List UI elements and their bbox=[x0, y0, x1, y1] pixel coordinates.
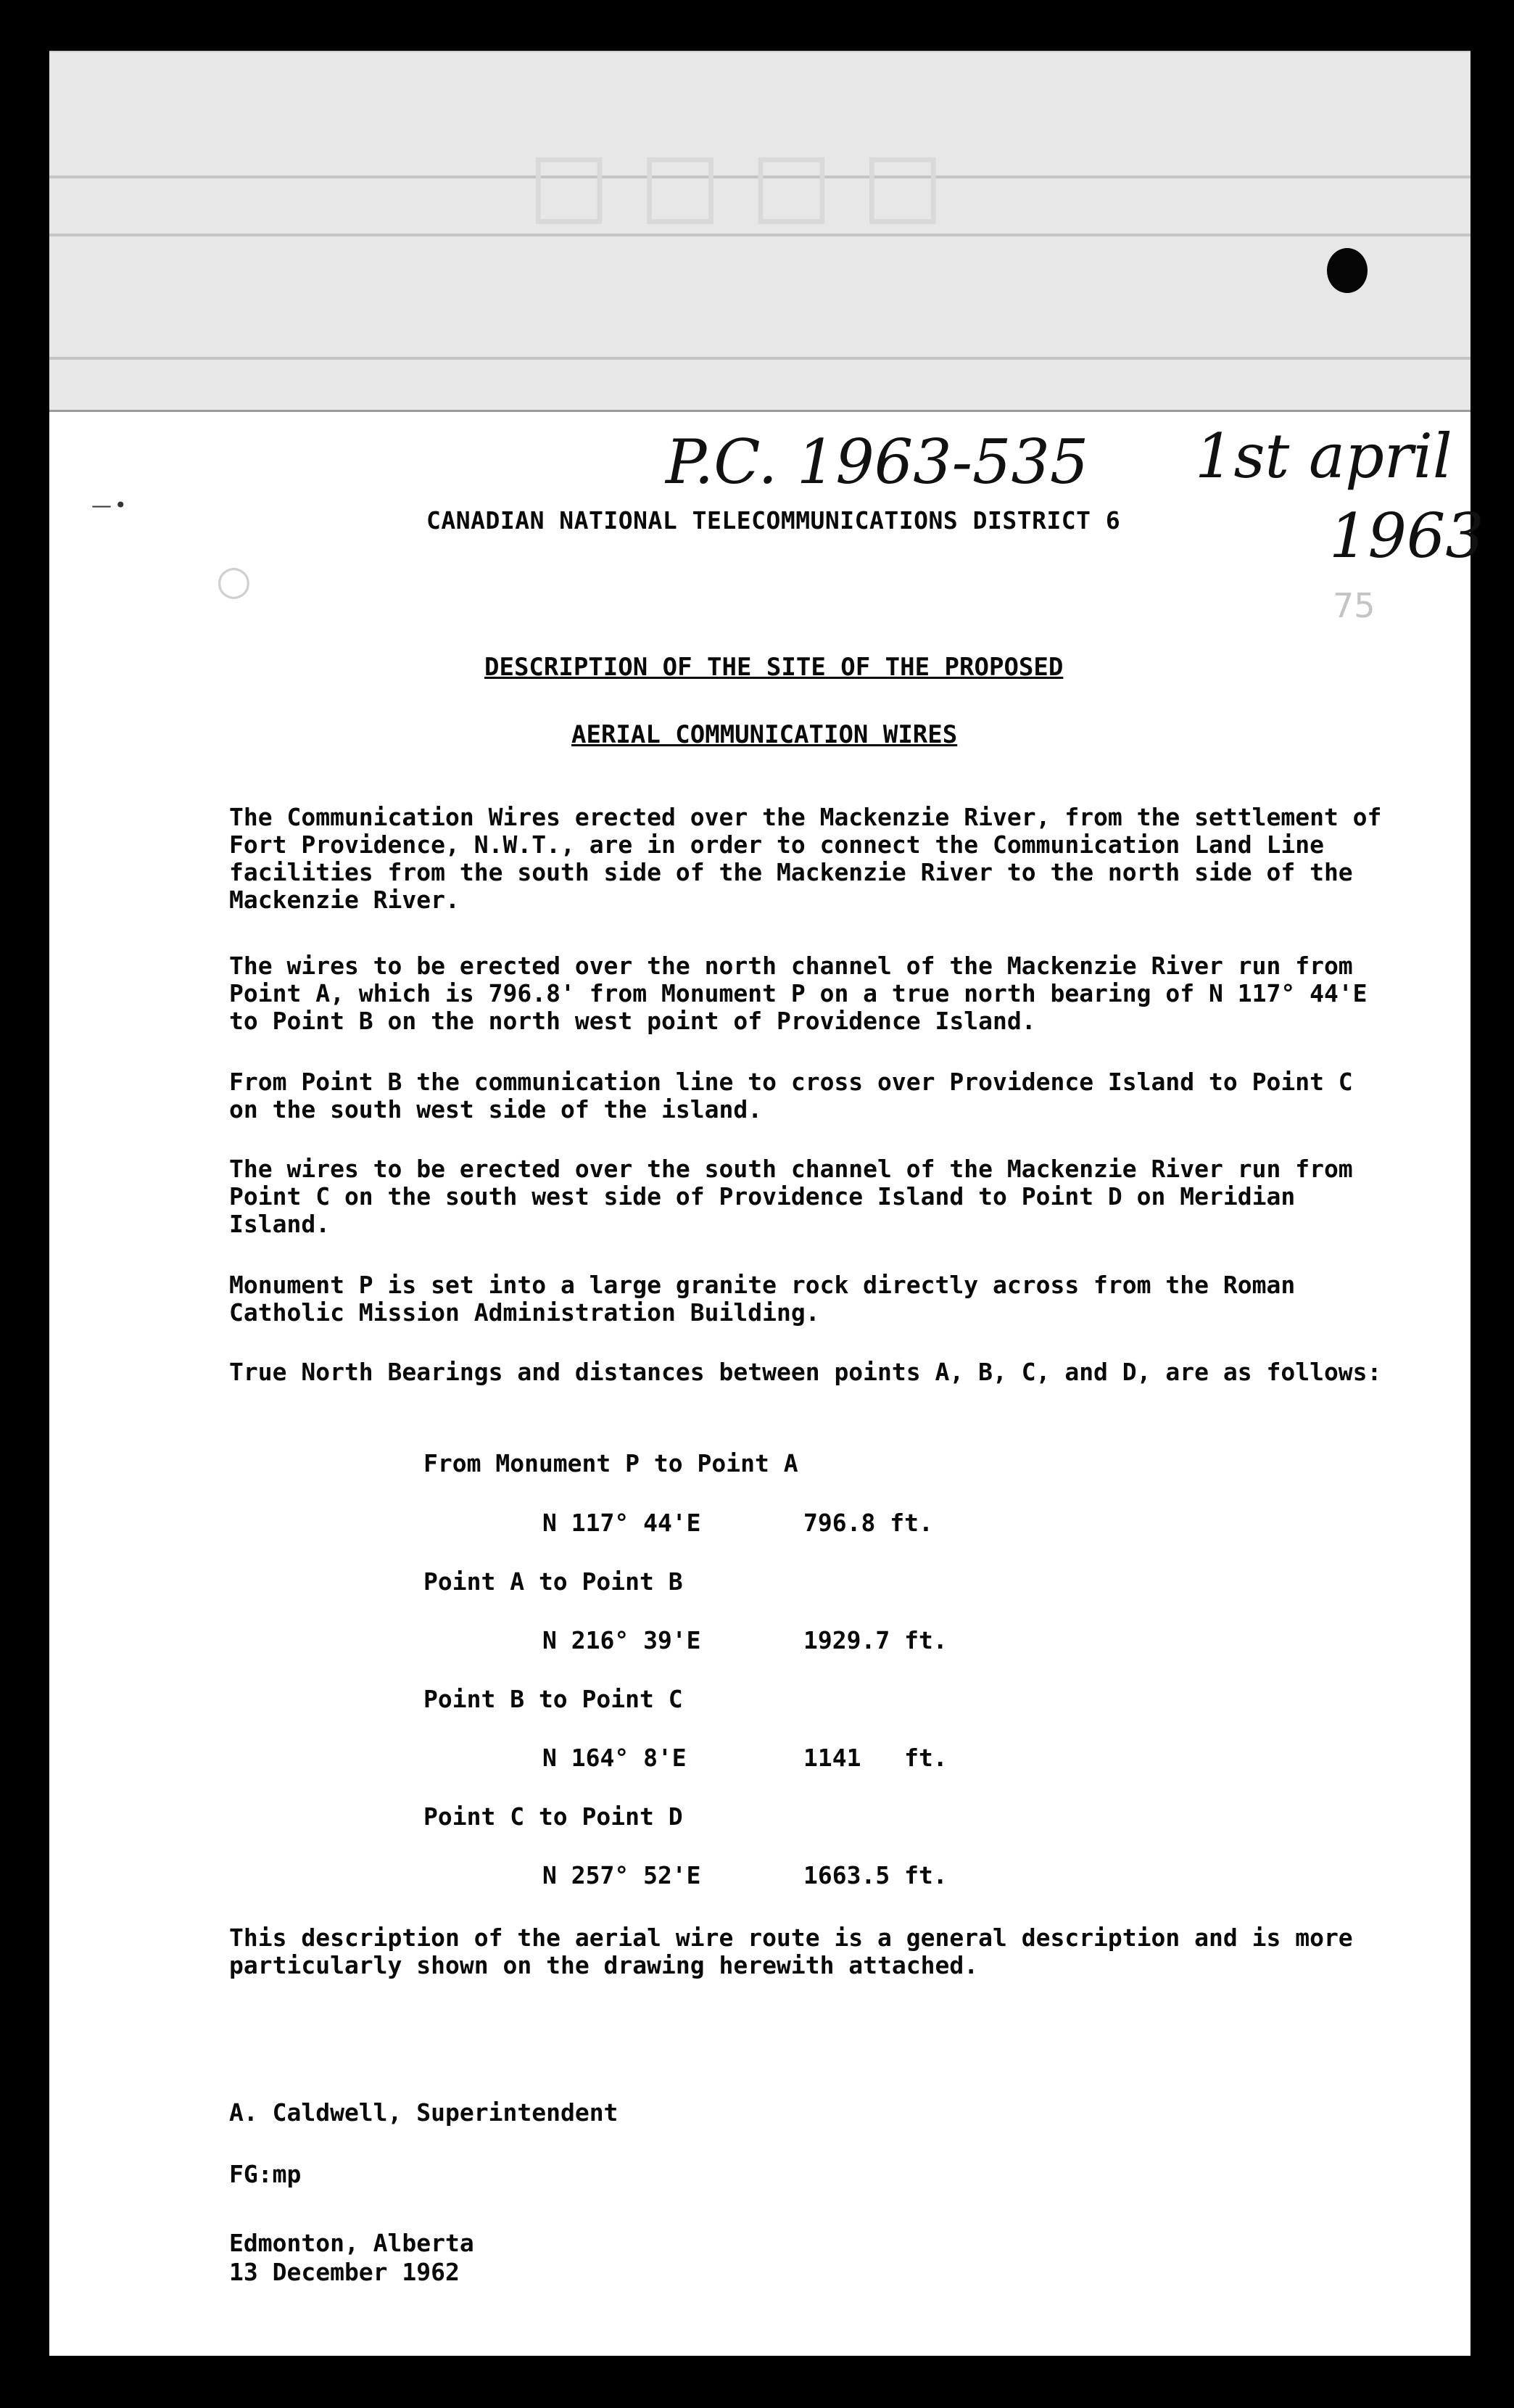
bearing-distance: 1141 ft. bbox=[803, 1744, 948, 1772]
bearing-value: N 117° 44'E bbox=[542, 1509, 701, 1537]
faint-circle-mark: ○ bbox=[216, 557, 252, 604]
margin-dash-mark: —• bbox=[91, 493, 130, 517]
handwritten-reference-number: P.C. 1963-535 bbox=[666, 426, 1089, 498]
paragraph-monument-p: Monument P is set into a large granite rock directly across from the Roman Catholic Mission Administration Building. bbox=[229, 1271, 1296, 1327]
bearing-distance: 1663.5 ft. bbox=[803, 1861, 948, 1889]
typist-initials: FG:mp bbox=[229, 2160, 302, 2188]
signature-name-title: A. Caldwell, Superintendent bbox=[229, 2098, 619, 2127]
paper-fold-line bbox=[49, 357, 1470, 360]
bearing-segment-label: Point B to Point C bbox=[423, 1685, 683, 1713]
handwritten-date-day-month: 1st april bbox=[1195, 421, 1452, 492]
paragraph-closing: This description of the aerial wire route is a general description and is more particularly shown on the drawing herewith attached. bbox=[229, 1923, 1353, 1979]
signature-place: Edmonton, Alberta bbox=[229, 2229, 474, 2257]
bleed-through-stamp: □□□□ bbox=[528, 132, 973, 234]
background-sheet bbox=[49, 51, 1470, 429]
paragraph-wires-overview: The Communication Wires erected over the Mackenzie River, from the settlement of Fort Providence, N.W.T., are in order to connect the Communication Land Line facilities from the south side of the Mackenzie River to the north side of the Mackenzie River. bbox=[229, 803, 1382, 914]
bearing-distance: 796.8 ft. bbox=[803, 1509, 933, 1537]
document-page bbox=[49, 410, 1484, 2356]
bearing-value: N 164° 8'E bbox=[542, 1744, 687, 1772]
paragraph-north-channel: The wires to be erected over the north channel of the Mackenzie River run from Point A, which is 796.8' from Monument P on a true north bearing of N 117° 44'E to Point B on the north west point of Providence Island. bbox=[229, 952, 1368, 1035]
bearing-segment-label: Point A to Point B bbox=[423, 1567, 683, 1596]
paragraph-south-channel: The wires to be erected over the south channel of the Mackenzie River run from Point C on the south west side of Providence Island to Point D on Meridian Island. bbox=[229, 1155, 1353, 1238]
document-title-line-1: DESCRIPTION OF THE SITE OF THE PROPOSED bbox=[484, 653, 1064, 682]
bearing-value: N 257° 52'E bbox=[542, 1861, 701, 1889]
paragraph-bearings-intro: True North Bearings and distances between points A, B, C, and D, are as follows: bbox=[229, 1358, 1382, 1386]
document-title-line-2: AERIAL COMMUNICATION WIRES bbox=[571, 720, 958, 749]
punch-hole bbox=[1327, 248, 1368, 293]
bearing-value: N 216° 39'E bbox=[542, 1626, 701, 1654]
organization-heading: CANADIAN NATIONAL TELECOMMUNICATIONS DISTRICT 6 bbox=[426, 506, 1121, 535]
bearing-segment-label: From Monument P to Point A bbox=[423, 1449, 798, 1477]
bearing-segment-label: Point C to Point D bbox=[423, 1802, 683, 1831]
signature-date: 13 December 1962 bbox=[229, 2258, 460, 2286]
faint-margin-number: 75 bbox=[1333, 586, 1376, 625]
handwritten-date-year: 1963 bbox=[1329, 500, 1484, 572]
paragraph-providence-island: From Point B the communication line to cross over Providence Island to Point C on the south west side of the island. bbox=[229, 1068, 1353, 1123]
bearing-distance: 1929.7 ft. bbox=[803, 1626, 948, 1654]
